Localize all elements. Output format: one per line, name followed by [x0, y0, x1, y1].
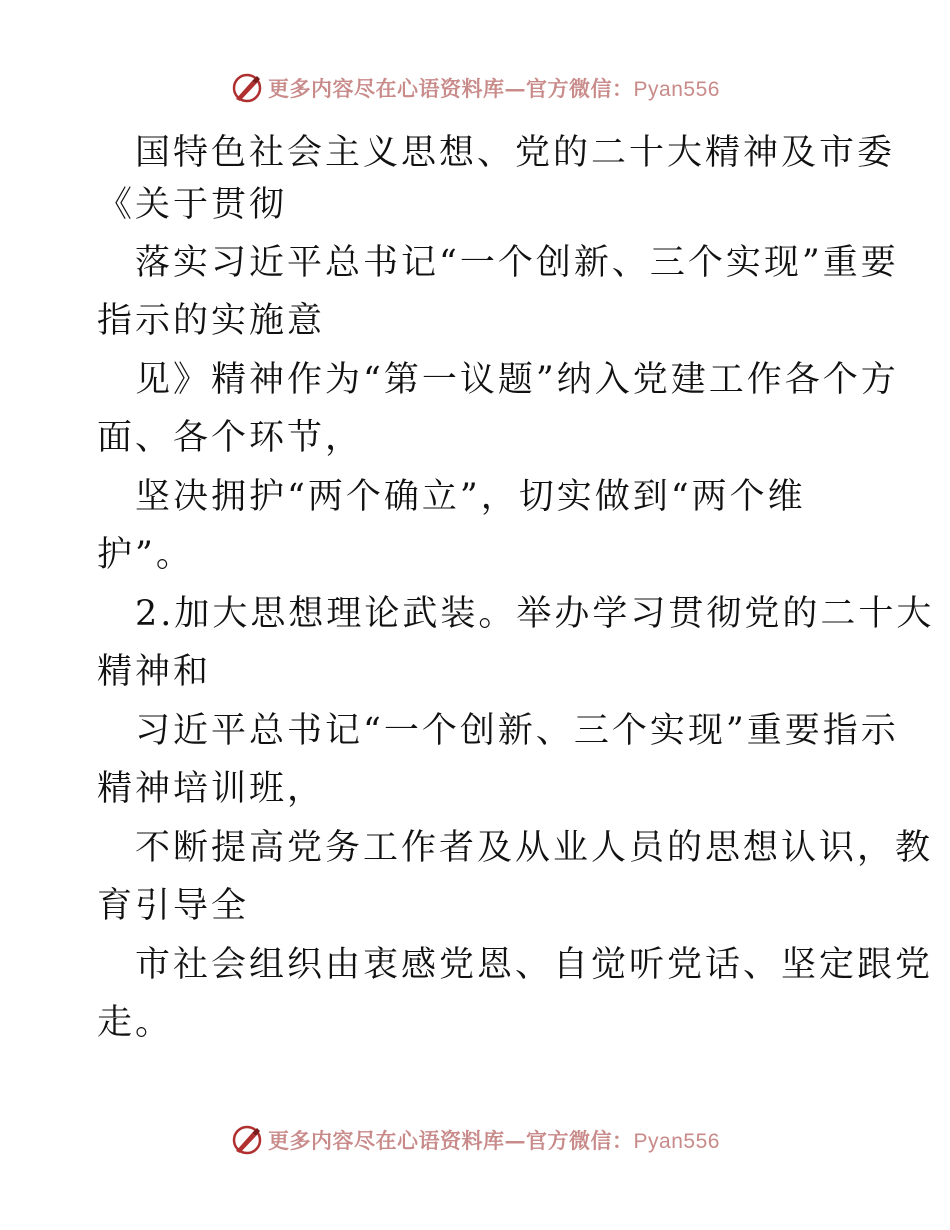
- paragraph-line: 习近平总书记“一个创新、三个实现”重要指示: [135, 711, 899, 751]
- paragraph-line: 2.加大思想理论武装。举办学习贯彻党的二十大: [135, 594, 935, 634]
- paragraph-line: 精神培训班，: [97, 769, 326, 809]
- paragraph-line: 《关于贯彻: [97, 185, 288, 225]
- paragraph-line: 不断提高党务工作者及从业人员的思想认识，教: [135, 828, 934, 868]
- banner-text: 更多内容尽在心语资料库—官方微信：Pyan556: [268, 76, 720, 101]
- paragraph-line: 护”。: [97, 535, 194, 575]
- paragraph-line: 走。: [97, 1003, 174, 1043]
- paragraph-line: 坚决拥护“两个确立”，切实做到“两个维: [135, 477, 806, 517]
- banner-text: 更多内容尽在心语资料库—官方微信：Pyan556: [268, 1128, 720, 1153]
- paragraph-line: 精神和: [97, 652, 212, 692]
- paragraph-line: 育引导全: [97, 886, 250, 926]
- paragraph-line: 见》精神作为“第一议题”纳入党建工作各个方: [135, 360, 899, 400]
- footer-watermark-banner: [0, 1120, 950, 1160]
- paragraph-line: 市社会组织由衷感党恩、自觉听党话、坚定跟党: [135, 945, 934, 985]
- pen-logo-icon: [230, 1123, 264, 1157]
- paragraph-line: 指示的实施意: [97, 301, 326, 341]
- header-watermark-banner: [0, 68, 950, 108]
- paragraph-line: 国特色社会主义思想、党的二十大精神及市委: [135, 133, 896, 173]
- paragraph-line: 落实习近平总书记“一个创新、三个实现”重要: [135, 243, 899, 283]
- paragraph-line: 面、各个环节，: [97, 418, 364, 458]
- pen-logo-icon: [230, 71, 264, 105]
